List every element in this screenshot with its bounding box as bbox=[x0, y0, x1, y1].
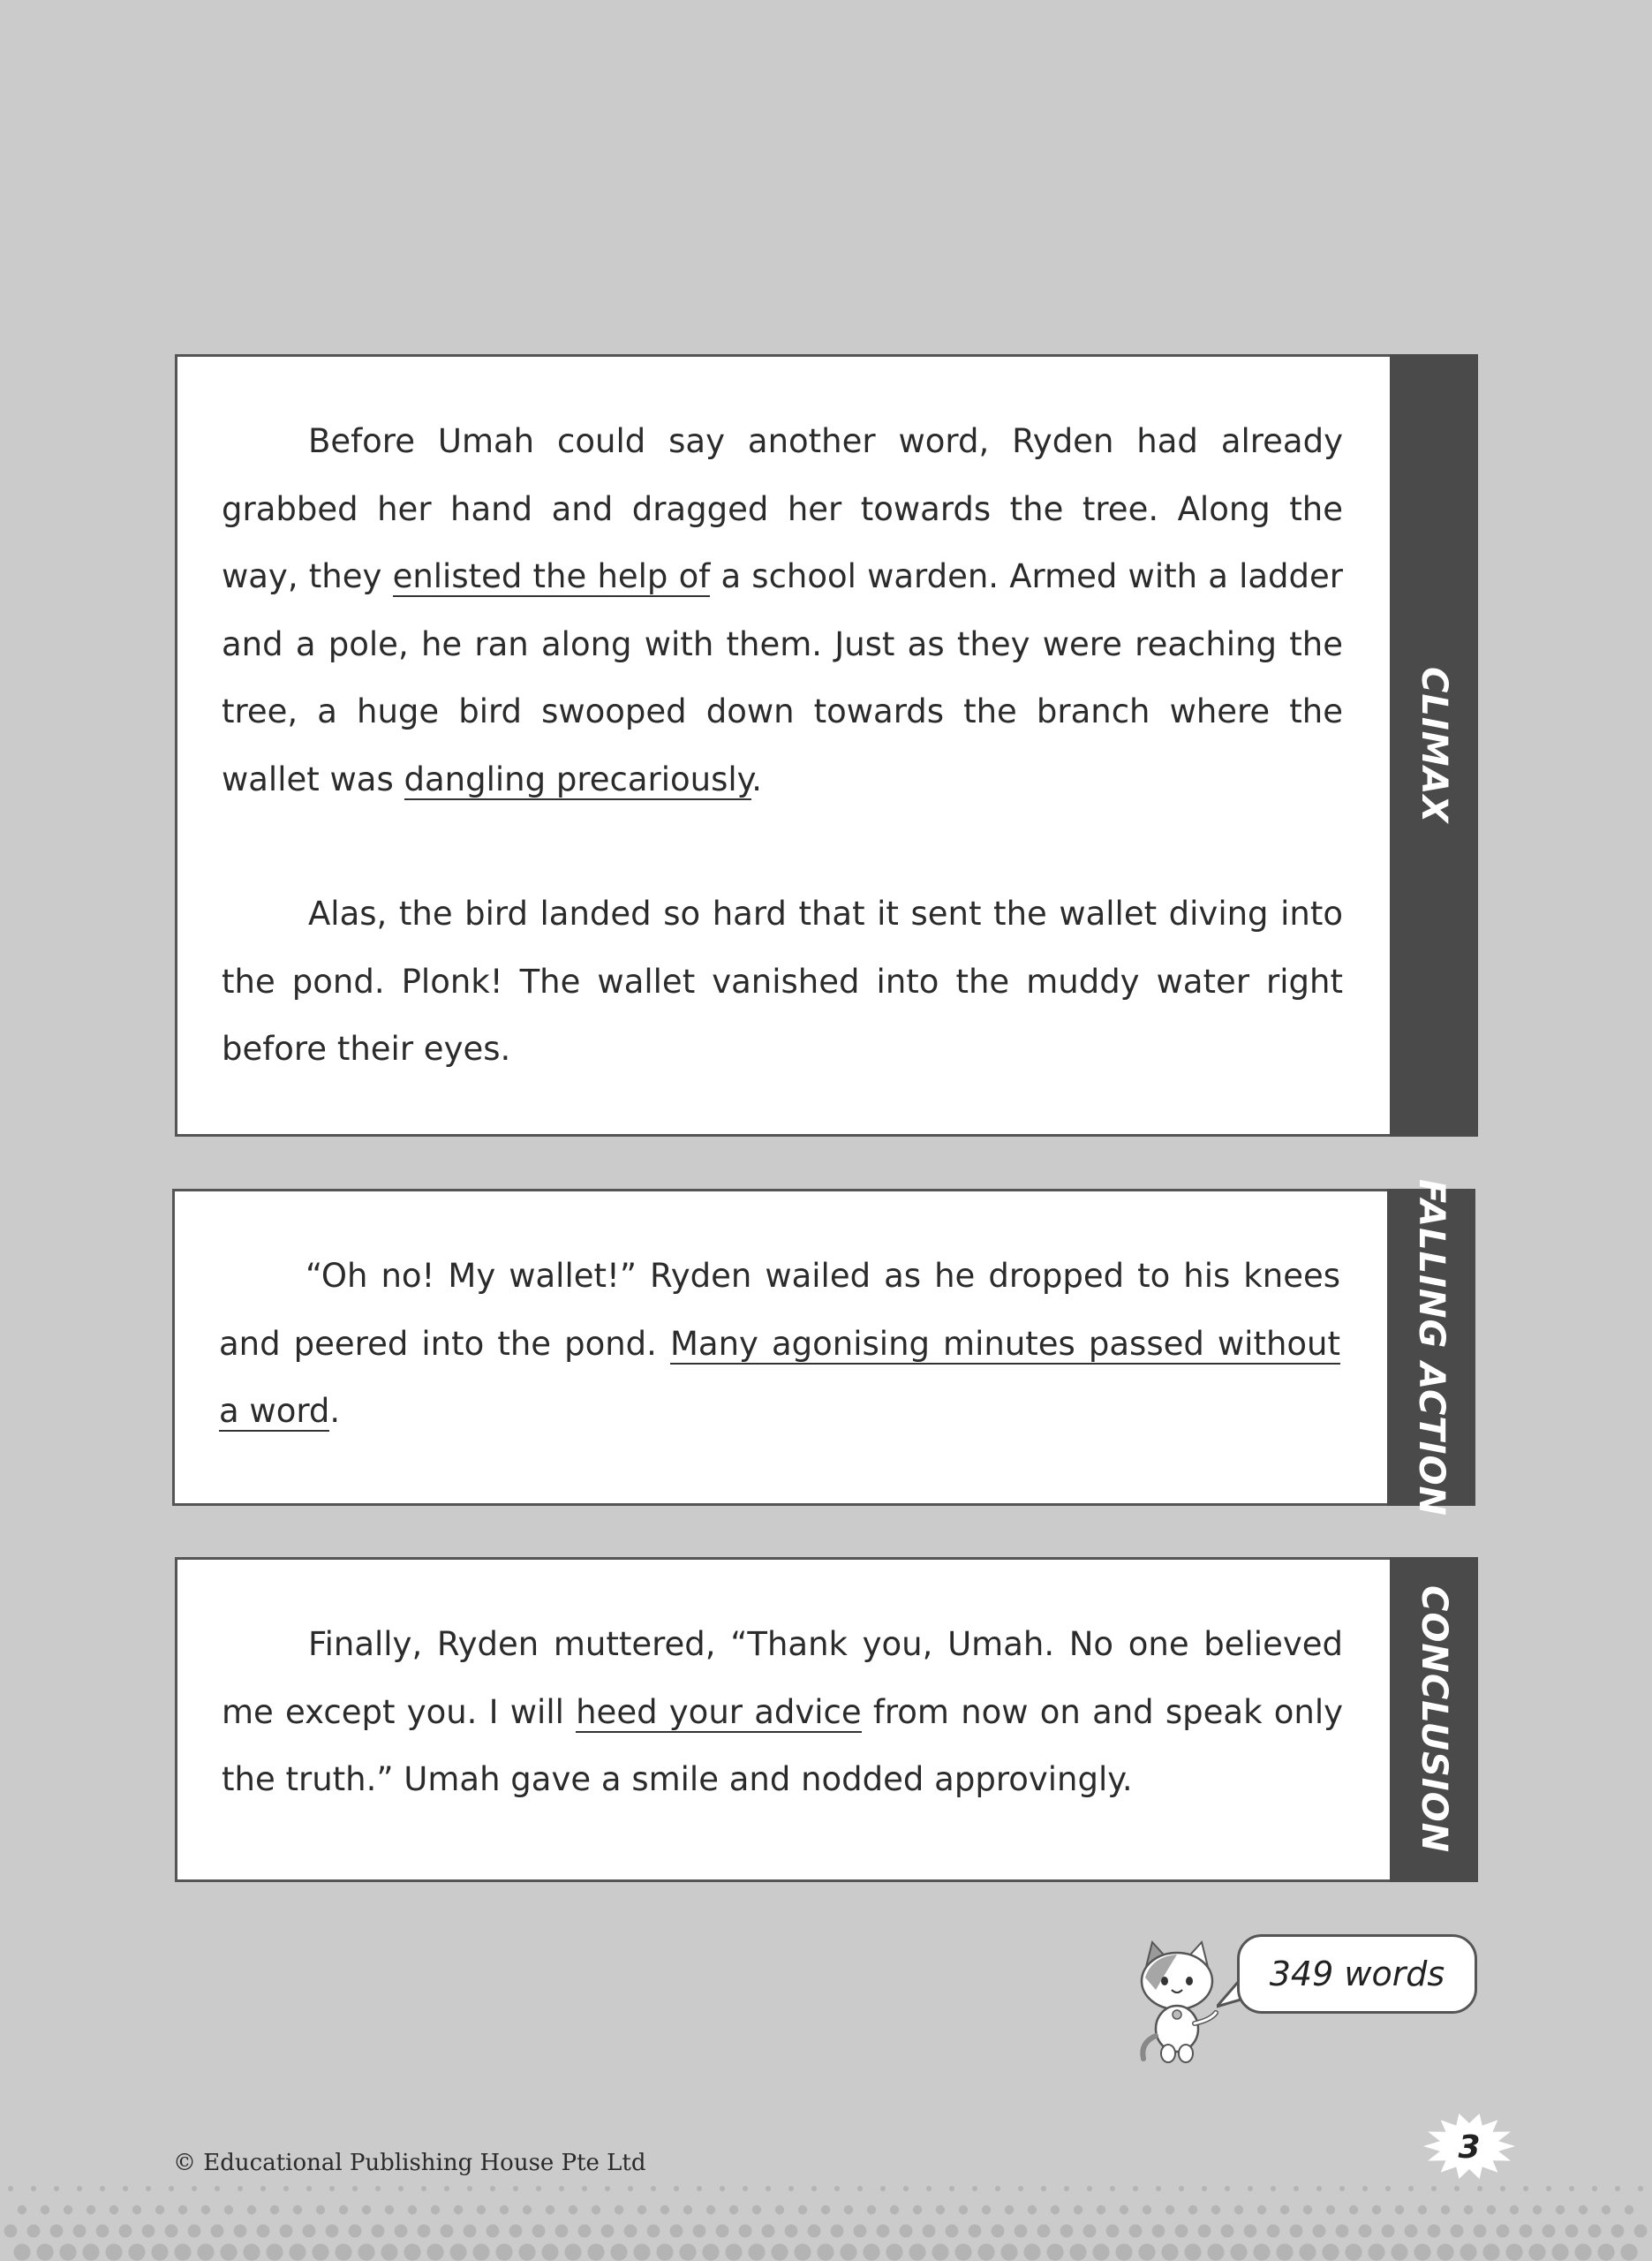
climax-text bbox=[177, 357, 1387, 1134]
underlined-phrase: heed your advice bbox=[576, 1692, 862, 1731]
falling-action-label: FALLING ACTION bbox=[1411, 1178, 1452, 1516]
climax-paragraph-2: Alas, the bird landed so hard that it sent the wallet diving into the pond. Plonk! The wallet vanished into the muddy water right before their eyes. bbox=[222, 895, 1343, 1068]
conclusion-section bbox=[175, 1557, 1478, 1882]
conclusion-paragraph-1: Finally, Ryden muttered, “Thank you, Umah. No one believed me except you. I will heed your advice from now on and speak only the truth.” Umah gave a smile and nodded approvingly. bbox=[222, 1625, 1343, 1798]
conclusion-label: CONCLUSION bbox=[1414, 1585, 1454, 1854]
falling-action-section bbox=[172, 1178, 1475, 1516]
falling-action-tab bbox=[1387, 1178, 1475, 1516]
conclusion-tab bbox=[1390, 1557, 1478, 1882]
climax-section bbox=[175, 354, 1478, 1137]
copyright-notice: © Educational Publishing House Pte Ltd bbox=[173, 2150, 646, 2176]
page-number-badge-container bbox=[1421, 2111, 1518, 2182]
underlined-phrase: enlisted the help of bbox=[392, 557, 711, 595]
underlined-phrase: Many agonising minutes passed without a word bbox=[219, 1324, 1341, 1430]
word-count: 349 words bbox=[1269, 1955, 1445, 1993]
falling-action-paragraph-1: “Oh no! My wallet!” Ryden wailed as he dropped to his knees and peered into the pond. Many agonising minutes passed without a word. bbox=[219, 1257, 1341, 1430]
underlined-phrase: dangling precariously bbox=[404, 760, 752, 798]
conclusion-text bbox=[177, 1560, 1387, 1879]
page-number: 3 bbox=[1458, 2129, 1481, 2166]
climax-paragraph-1: Before Umah could say another word, Ryden had already grabbed her hand and dragged her towards the tree. Along the way, they enlisted the help of a school warden. Armed with a ladder and a pole, he ran along with them. Just as they were reaching the tree, a huge bird swooped down towards the branch where the wallet was dangling precariously. bbox=[222, 422, 1343, 798]
word-count-bubble bbox=[1237, 1934, 1477, 2014]
climax-tab bbox=[1390, 354, 1478, 1137]
starburst-icon bbox=[1421, 2111, 1518, 2182]
dot-pattern-border bbox=[0, 2180, 1652, 2261]
falling-action-text bbox=[175, 1191, 1384, 1503]
climax-label: CLIMAX bbox=[1414, 667, 1454, 824]
cat-mascot-icon bbox=[1133, 1937, 1221, 2069]
